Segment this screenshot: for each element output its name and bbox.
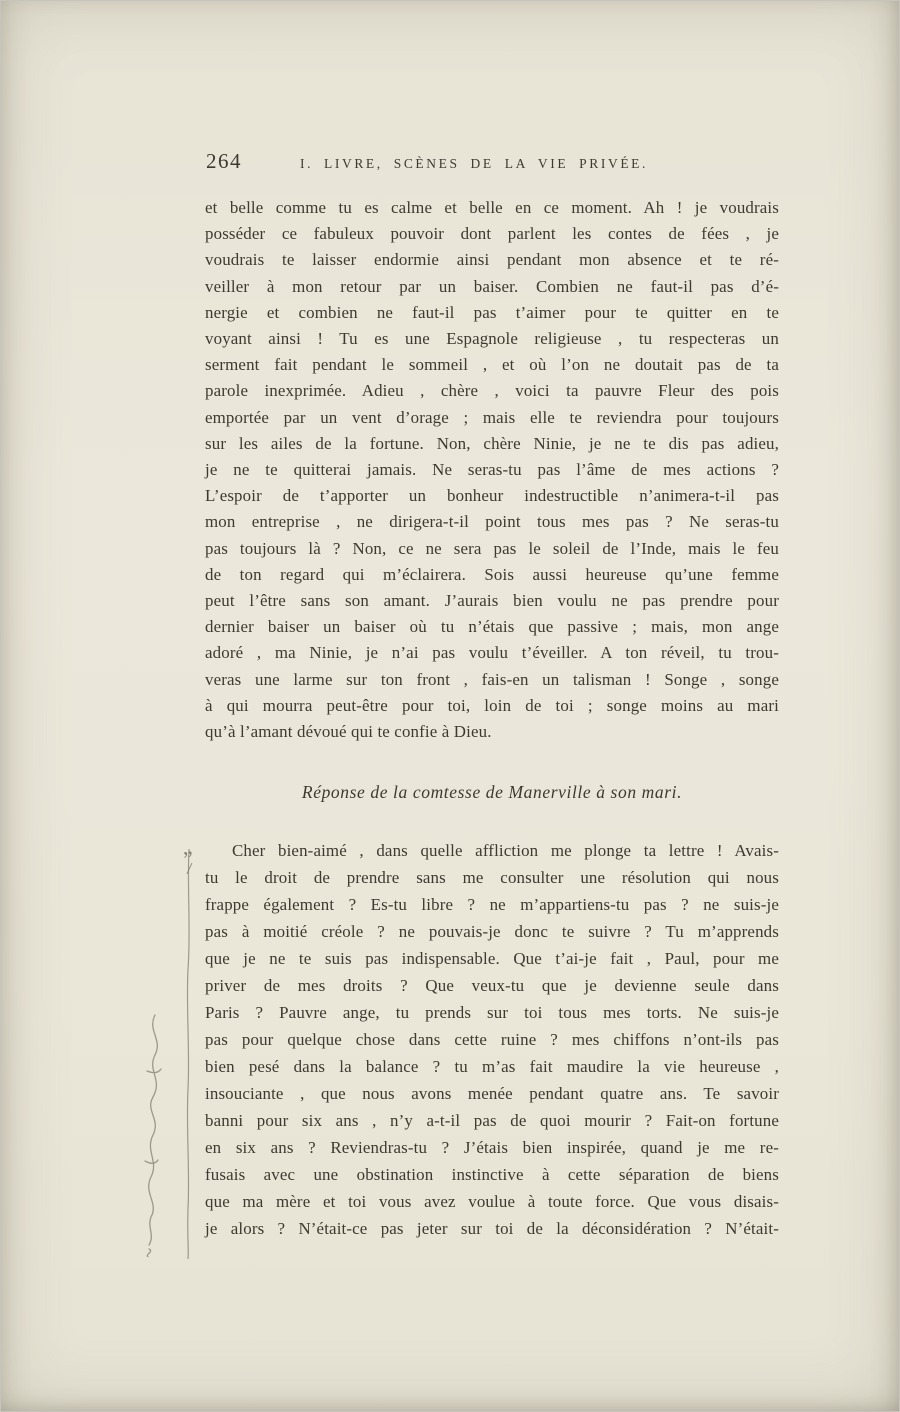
- text-line: pas à moitié créole ? ne pouvais-je donc te suivre ? Tu m’apprends: [205, 922, 779, 941]
- margin-slash-mark: /: [186, 858, 193, 879]
- text-line: et belle comme tu es calme et belle en ce moment. Ah ! je voudrais: [205, 198, 779, 217]
- text-line: frappe également ? Es-tu libre ? ne m’appartiens-tu pas ? ne suis-je: [205, 895, 779, 914]
- text-line: Paris ? Pauvre ange, tu prends sur toi tous mes torts. Ne suis-je: [205, 1003, 779, 1022]
- text-line: adoré , ma Ninie, je n’ai pas voulu t’éveiller. A ton réveil, tu trou-: [205, 643, 779, 663]
- letter-ending-paragraph: [205, 195, 779, 745]
- text-line: nergie et combien ne faut-il pas t’aimer pour te quitter en te: [205, 302, 779, 322]
- text-line: sur les ailes de la fortune. Non, chère Ninie, je ne te dis pas adieu,: [205, 433, 779, 453]
- text-line: tu le droit de prendre sans me consulter une résolution qui nous: [205, 868, 779, 887]
- section-heading: Réponse de la comtesse de Manerville à son mari.: [301, 782, 683, 802]
- text-line: L’espoir de t’apporter un bonheur indestructible n’animera-t-il pas: [205, 486, 779, 506]
- text-line: voudrais te laisser endormie ainsi pendant mon absence et te ré-: [205, 250, 779, 270]
- text-line: peut l’être sans son amant. J’aurais bien voulu ne pas prendre pour: [205, 591, 779, 611]
- text-line: à qui mourra peut-être pour toi, loin de toi ; songe moins au mari: [205, 695, 779, 715]
- handwritten-marginalia: [137, 1011, 173, 1257]
- text-line: emportée par un vent d’orage ; mais elle te reviendra pour toujours: [205, 407, 779, 427]
- text-line: veras une larme sur ton front , fais-en un talisman ! Songe , songe: [205, 669, 779, 689]
- text-line: dernier baiser un baiser où tu n’étais que passive ; mais, mon ange: [205, 617, 779, 637]
- text-line: que je ne te suis pas indispensable. Que t’ai-je fait , Paul, pour me: [205, 949, 779, 968]
- page-number: 264: [206, 149, 242, 173]
- text-line: insouciante , que nous avons menée pendant quatre ans. Te savoir: [205, 1084, 779, 1103]
- text-line: banni pour six ans , n’y a-t-il pas de quoi mourir ? Fait-on fortune: [205, 1111, 779, 1130]
- text-line: serment fait pendant le sommeil , et où l’on ne doutait pas de ta: [205, 355, 779, 375]
- text-line: je ne te quitterai jamais. Ne seras-tu pas l’âme de mes actions ?: [205, 460, 779, 480]
- text-line: voyant ainsi ! Tu es une Espagnole religieuse , tu respecteras un: [205, 329, 779, 349]
- reply-letter-paragraph: [205, 837, 779, 1242]
- text-line: veiller à mon retour par un baiser. Combien ne faut-il pas d’é-: [205, 276, 779, 296]
- text-line: que ma mère et toi vous avez voulue à toute force. Que vous disais-: [205, 1192, 779, 1211]
- text-line: bien pesé dans la balance ? tu m’as fait maudire la vie heureuse ,: [205, 1057, 779, 1076]
- text-line: Cher bien-aimé , dans quelle affliction me plonge ta lettre ! Avais-: [232, 841, 779, 860]
- text-line: en six ans ? Reviendras-tu ? J’étais bien inspirée, quand je me re-: [205, 1138, 779, 1157]
- text-line: pas pour quelque chose dans cette ruine ? mes chiffons n’ont-ils pas: [205, 1030, 779, 1049]
- margin-quote-marks: „: [180, 833, 194, 860]
- page-header: [206, 149, 778, 174]
- text-line: pas toujours là ? Non, ce ne sera pas le soleil de l’Inde, mais le feu: [205, 538, 779, 558]
- pencil-margin-line: [185, 847, 193, 1261]
- text-line: posséder ce fabuleux pouvoir dont parlent les contes de fées , je: [205, 224, 779, 244]
- text-line: fusais avec une obstination instinctive à cette séparation de biens: [205, 1165, 779, 1184]
- text-line: priver de mes droits ? Que veux-tu que je devienne seule dans: [205, 976, 779, 995]
- running-title: I. LIVRE, SCÈNES DE LA VIE PRIVÉE.: [299, 156, 649, 171]
- text-line: parole inexprimée. Adieu , chère , voici ta pauvre Fleur des pois: [205, 381, 779, 401]
- text-line: de ton regard qui m’éclairera. Sois aussi heureuse qu’une femme: [205, 564, 779, 584]
- text-line: qu’à l’amant dévoué qui te confie à Dieu.: [205, 722, 492, 742]
- text-line: mon entreprise , ne dirigera-t-il point tous mes pas ? Ne seras-tu: [205, 512, 779, 532]
- text-line: je alors ? N’était-ce pas jeter sur toi de la déconsidération ? N’était-: [205, 1219, 779, 1238]
